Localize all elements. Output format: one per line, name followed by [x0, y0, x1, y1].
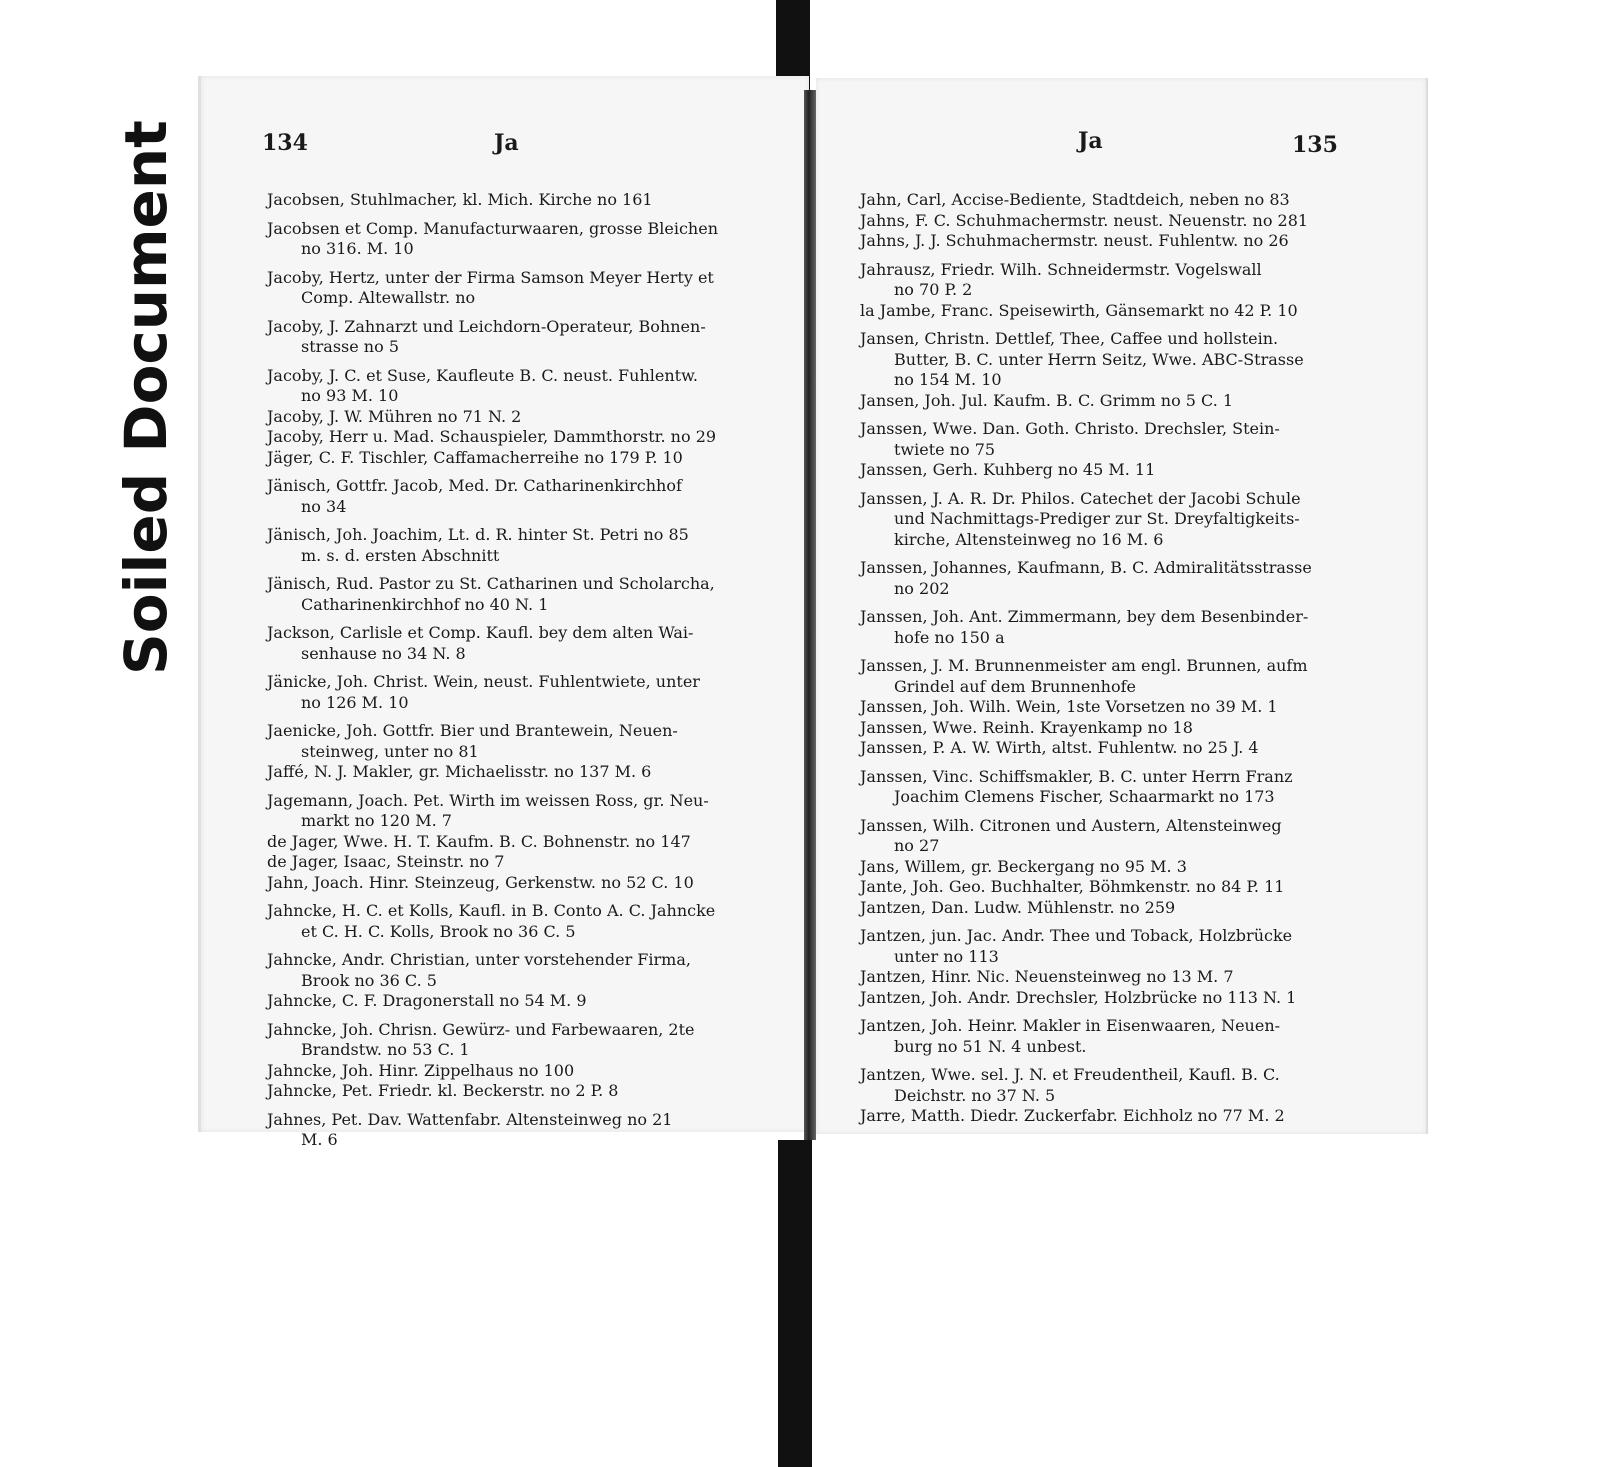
entry-line: Jantzen, Dan. Ludw. Mühlenstr. no 259 — [860, 897, 1176, 917]
entry-line: hofe no 150 a — [894, 627, 1005, 647]
directory-entry — [267, 791, 775, 832]
entry-line: Jahn, Joach. Hinr. Steinzeug, Gerkenstw. no 52 C. 10 — [267, 872, 694, 892]
clip-bar-bottom — [778, 1140, 812, 1467]
directory-entry — [267, 901, 775, 942]
entry-line: Jänicke, Joh. Christ. Wein, neust. Fuhlentwiete, unter — [267, 672, 700, 691]
left-entry-list — [267, 190, 775, 1151]
entry-line: Jansen, Joh. Jul. Kaufm. B. C. Grimm no 5 C. 1 — [860, 390, 1234, 410]
entry-line: burg no 51 N. 4 unbest. — [894, 1036, 1087, 1056]
entry-line: no 154 M. 10 — [894, 370, 1002, 389]
entry-line: Jäger, C. F. Tischler, Caffamacherreihe no 179 P. 10 — [267, 447, 683, 467]
directory-entry — [860, 656, 1364, 697]
entry-line: Jahn, Carl, Accise-Bediente, Stadtdeich, neben no 83 — [860, 190, 1290, 209]
directory-entry — [860, 211, 1364, 232]
directory-entry — [860, 816, 1364, 857]
entry-line: Jansen, Christn. Dettlef, Thee, Caffee und hollstein. — [860, 329, 1279, 348]
directory-entry — [860, 926, 1364, 967]
entry-line: Jaenicke, Joh. Gottfr. Bier und Brantewein, Neuen- — [267, 721, 678, 740]
entry-line: Jahncke, H. C. et Kolls, Kaufl. in B. Conto A. C. Jahncke — [267, 901, 716, 920]
entry-line: Jacobsen et Comp. Manufacturwaaren, grosse Bleichen — [267, 218, 719, 238]
directory-entry — [267, 1081, 775, 1102]
directory-entry — [267, 574, 775, 615]
entry-line: Jahncke, C. F. Dragonerstall no 54 M. 9 — [267, 991, 587, 1010]
entry-line: kirche, Altensteinweg no 16 M. 6 — [894, 529, 1164, 549]
directory-entry — [860, 231, 1364, 252]
entry-line: Jahncke, Andr. Christian, unter vorstehender Firma, — [267, 950, 691, 969]
directory-entry — [267, 317, 775, 358]
entry-line: Jacoby, Herr u. Mad. Schauspieler, Dammthorstr. no 29 — [267, 427, 717, 446]
soiled-document-stamp: Soiled Document — [112, 120, 180, 675]
directory-entry — [860, 1065, 1364, 1106]
left-running-head: Ja — [494, 130, 519, 156]
entry-line: Janssen, Joh. Ant. Zimmermann, bey dem Besenbinder- — [860, 607, 1309, 626]
entry-line: Jantzen, Hinr. Nic. Neuensteinweg no 13 M. 7 — [860, 967, 1234, 986]
directory-entry — [267, 1110, 775, 1151]
directory-entry — [267, 721, 775, 762]
entry-line: de Jager, Isaac, Steinstr. no 7 — [267, 852, 505, 871]
entry-line: steinweg, unter no 81 — [301, 741, 479, 761]
entry-line: Janssen, Johannes, Kaufmann, B. C. Admiralitätsstrasse — [860, 558, 1312, 577]
entry-line: Jahncke, Pet. Friedr. kl. Beckerstr. no 2 P. 8 — [267, 1081, 619, 1100]
entry-line: Jahrausz, Friedr. Wilh. Schneidermstr. Vogelswall — [860, 259, 1262, 279]
right-entry-list — [860, 190, 1364, 1127]
directory-entry — [267, 1061, 775, 1082]
entry-line: Jahnes, Pet. Dav. Wattenfabr. Altensteinweg no 21 — [267, 1109, 673, 1129]
entry-line: Jarre, Matth. Diedr. Zuckerfabr. Eichholz no 77 M. 2 — [860, 1106, 1285, 1125]
entry-line: Grindel auf dem Brunnenhofe — [894, 676, 1137, 696]
entry-line: Janssen, Joh. Wilh. Wein, 1ste Vorsetzen no 39 M. 1 — [860, 697, 1278, 716]
directory-entry — [267, 448, 775, 469]
entry-line: no 126 M. 10 — [301, 692, 409, 712]
entry-line: Jacobsen, Stuhlmacher, kl. Mich. Kirche no 161 — [267, 190, 653, 209]
entry-line: no 93 M. 10 — [301, 386, 399, 405]
book-spine — [804, 90, 816, 1140]
entry-line: Brandstw. no 53 C. 1 — [301, 1040, 470, 1059]
entry-line: Jante, Joh. Geo. Buchhalter, Böhmkenstr. no 84 P. 11 — [860, 877, 1285, 896]
directory-entry — [860, 767, 1364, 808]
directory-entry — [860, 988, 1364, 1009]
directory-entry — [860, 301, 1364, 322]
entry-line: und Nachmittags-Prediger zur St. Dreyfaltigkeits- — [894, 509, 1300, 528]
entry-line: senhause no 34 N. 8 — [301, 643, 466, 663]
entry-line: no 202 — [894, 578, 950, 598]
directory-entry — [860, 877, 1364, 898]
directory-entry — [860, 419, 1364, 460]
directory-entry — [860, 738, 1364, 759]
directory-entry — [860, 489, 1364, 551]
entry-line: Jänisch, Rud. Pastor zu St. Catharinen und Scholarcha, — [267, 574, 715, 593]
directory-entry — [267, 762, 775, 783]
entry-line: markt no 120 M. 7 — [301, 811, 452, 830]
directory-entry — [860, 607, 1364, 648]
directory-entry — [860, 260, 1364, 301]
entry-line: Jacoby, J. C. et Suse, Kaufleute B. C. neust. Fuhlentw. — [267, 365, 698, 385]
directory-entry — [267, 268, 775, 309]
entry-line: M. 6 — [301, 1130, 338, 1149]
directory-entry — [267, 366, 775, 407]
right-running-head: Ja — [1078, 128, 1103, 154]
directory-entry — [860, 460, 1364, 481]
directory-entry — [860, 558, 1364, 599]
entry-line: m. s. d. ersten Abschnitt — [301, 545, 500, 565]
directory-entry — [860, 1106, 1364, 1127]
entry-line: Brook no 36 C. 5 — [301, 970, 437, 990]
entry-line: Butter, B. C. unter Herrn Seitz, Wwe. ABC-Strasse — [894, 349, 1304, 369]
entry-line: Jaffé, N. J. Makler, gr. Michaelisstr. no 137 M. 6 — [267, 762, 652, 781]
right-page-number: 135 — [1292, 132, 1338, 158]
entry-line: Catharinenkirchhof no 40 N. 1 — [301, 594, 549, 614]
entry-line: Janssen, Gerh. Kuhberg no 45 M. 11 — [860, 460, 1156, 479]
directory-entry — [860, 967, 1364, 988]
directory-entry — [860, 718, 1364, 739]
entry-line: Deichstr. no 37 N. 5 — [894, 1085, 1056, 1105]
directory-entry — [267, 832, 775, 853]
entry-line: Jantzen, jun. Jac. Andr. Thee und Toback, Holzbrücke — [860, 926, 1293, 945]
entry-line: Jans, Willem, gr. Beckergang no 95 M. 3 — [860, 856, 1187, 876]
entry-line: Jantzen, Joh. Andr. Drechsler, Holzbrücke no 113 N. 1 — [860, 987, 1297, 1007]
entry-line: unter no 113 — [894, 946, 999, 966]
directory-entry — [860, 329, 1364, 391]
entry-line: no 316. M. 10 — [301, 239, 414, 258]
entry-line: Jackson, Carlisle et Comp. Kaufl. bey dem alten Wai- — [267, 623, 694, 642]
entry-line: Jahncke, Joh. Chrisn. Gewürz- und Farbewaaren, 2te — [267, 1019, 695, 1039]
entry-line: Janssen, P. A. W. Wirth, altst. Fuhlentw. no 25 J. 4 — [860, 738, 1259, 757]
entry-line: Janssen, Vinc. Schiffsmakler, B. C. unter Herrn Franz — [860, 766, 1293, 786]
entry-line: et C. H. C. Kolls, Brook no 36 C. 5 — [301, 921, 576, 941]
directory-entry — [860, 697, 1364, 718]
directory-entry — [860, 1016, 1364, 1057]
directory-entry — [267, 476, 775, 517]
directory-entry — [267, 950, 775, 991]
entry-line: Comp. Altewallstr. no — [301, 288, 476, 307]
entry-line: Jahncke, Joh. Hinr. Zippelhaus no 100 — [267, 1060, 575, 1080]
directory-entry — [267, 190, 775, 211]
directory-entry — [267, 852, 775, 873]
directory-entry — [860, 898, 1364, 919]
entry-line: Jantzen, Joh. Heinr. Makler in Eisenwaaren, Neuen- — [860, 1016, 1281, 1035]
entry-line: Jänisch, Gottfr. Jacob, Med. Dr. Catharinenkirchhof — [267, 476, 682, 495]
directory-entry — [267, 991, 775, 1012]
entry-line: Jantzen, Wwe. sel. J. N. et Freudentheil, Kaufl. B. C. — [860, 1065, 1280, 1084]
entry-line: Jahns, F. C. Schuhmachermstr. neust. Neuenstr. no 281 — [860, 210, 1309, 230]
entry-line: Jacoby, J. Zahnarzt und Leichdorn-Operateur, Bohnen- — [267, 316, 706, 336]
directory-entry — [860, 190, 1364, 211]
entry-line: la Jambe, Franc. Speisewirth, Gänsemarkt no 42 P. 10 — [860, 300, 1298, 320]
entry-line: Jänisch, Joh. Joachim, Lt. d. R. hinter St. Petri no 85 — [267, 525, 689, 544]
entry-line: no 70 P. 2 — [894, 280, 973, 299]
directory-entry — [267, 873, 775, 894]
entry-line: Jacoby, J. W. Mühren no 71 N. 2 — [267, 406, 522, 426]
entry-line: no 34 — [301, 496, 347, 516]
entry-line: Jacoby, Hertz, unter der Firma Samson Meyer Herty et — [267, 267, 714, 287]
entry-line: Janssen, Wilh. Citronen und Austern, Altensteinweg — [860, 815, 1282, 835]
directory-entry — [267, 427, 775, 448]
entry-line: Jagemann, Joach. Pet. Wirth im weissen Ross, gr. Neu- — [267, 790, 709, 810]
directory-entry — [267, 219, 775, 260]
entry-line: Jahns, J. J. Schuhmachermstr. neust. Fuhlentw. no 26 — [860, 231, 1289, 250]
entry-line: twiete no 75 — [894, 439, 996, 459]
directory-entry — [267, 1020, 775, 1061]
left-page-number: 134 — [262, 130, 308, 156]
entry-line: Janssen, J. M. Brunnenmeister am engl. Brunnen, aufm — [860, 656, 1308, 675]
directory-entry — [267, 407, 775, 428]
entry-line: Janssen, Wwe. Reinh. Krayenkamp no 18 — [860, 717, 1193, 737]
directory-entry — [860, 391, 1364, 412]
entry-line: Joachim Clemens Fischer, Schaarmarkt no 173 — [894, 787, 1275, 806]
directory-entry — [860, 857, 1364, 878]
directory-entry — [267, 672, 775, 713]
entry-line: de Jager, Wwe. H. T. Kaufm. B. C. Bohnenstr. no 147 — [267, 831, 691, 851]
entry-line: strasse no 5 — [301, 337, 400, 356]
entry-line: Janssen, J. A. R. Dr. Philos. Catechet der Jacobi Schule — [860, 488, 1301, 508]
entry-line: Janssen, Wwe. Dan. Goth. Christo. Drechsler, Stein- — [860, 419, 1280, 438]
directory-entry — [267, 623, 775, 664]
directory-entry — [267, 525, 775, 566]
entry-line: no 27 — [894, 836, 940, 855]
